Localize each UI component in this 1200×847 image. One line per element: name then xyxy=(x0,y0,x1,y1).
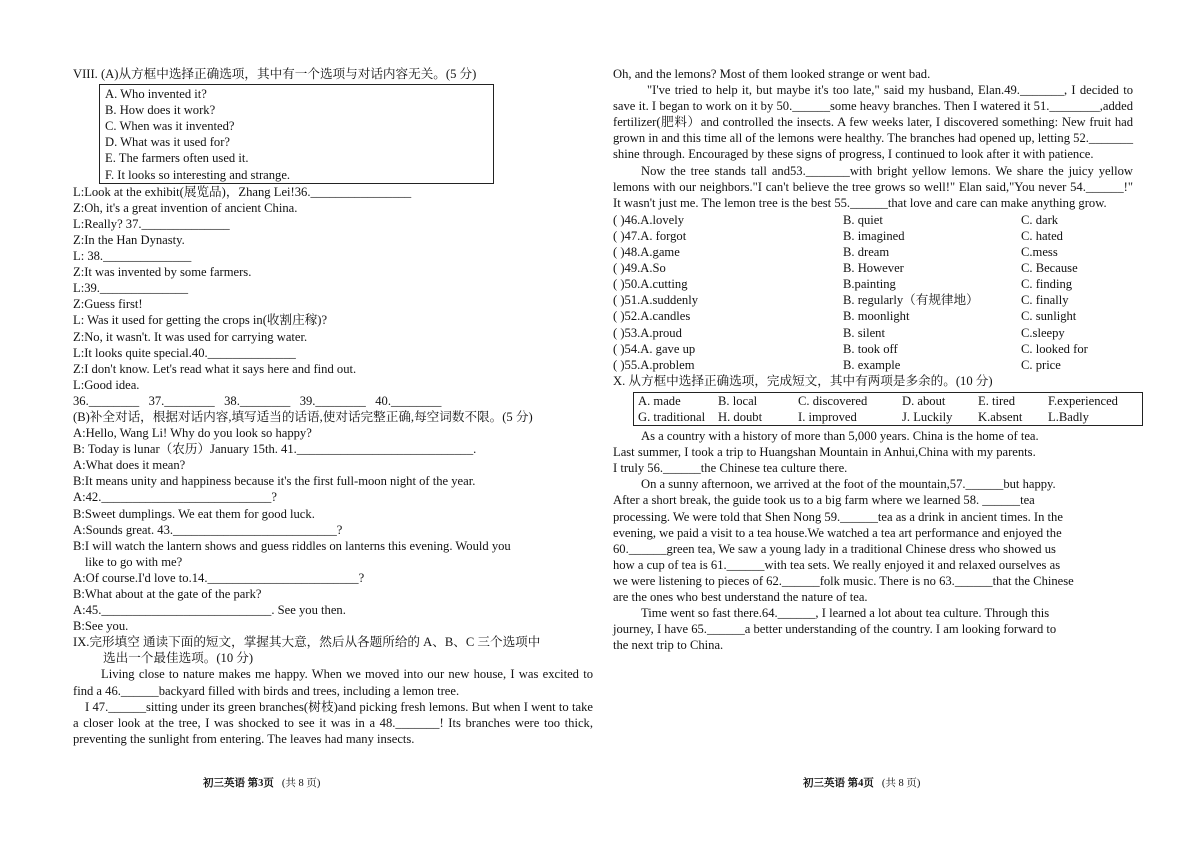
footer-page-label: 初三英语 第4页 xyxy=(803,778,874,789)
text-line: After a short break, the guide took us to a big farm where we learned 58. ______tea xyxy=(613,493,1035,508)
dialog-line: Z:It was invented by some farmers. xyxy=(73,265,252,280)
option-e: E. The farmers often used it. xyxy=(105,151,249,166)
text-line: Last summer, I took a trip to Huangshan Mountain in Anhui,China with my parents. xyxy=(613,445,1036,460)
text-line: 60.______green tea, We saw a young lady in a traditional Chinese dress who showed us xyxy=(613,541,1056,556)
footer-total: (共 8 页) xyxy=(881,778,921,789)
section-8b-title: (B)补全对话，根据对话内容,填写适当的话语,使对话完整正确,每空词数不限。(5 分) xyxy=(73,409,533,424)
text-line: are the ones who best understand the nature of tea. xyxy=(613,590,868,604)
dialog-line: B:Sweet dumplings. We eat them for good luck. xyxy=(73,506,315,521)
answer-blanks: 36.________ 37.________ 38.________ 39.________ 40.________ xyxy=(73,393,442,408)
option-d: D. What was it used for? xyxy=(105,135,230,150)
text-line: we were listening to pieces of 62.______folk music. There is no 63.______that the Chinese xyxy=(613,573,1074,588)
text-line: journey, I have 65.______a better understanding of the country. I am looking forward to xyxy=(613,622,1057,637)
passage-paragraph: "I've tried to help it, but maybe it's too late," said my husband, Elan.49._______, I decided to save it. I began to work on it by 50.______some heavy branches. Then I watered it 51.________,added fertilizer(肥料）and controlled the insects. A few weeks later, I discovered something: New fruit had grown in and this time all of the lemons were healthy. The branches had opened up, letting 52._______ shine through. Encouraged by these signs of progress, I continued to look after it with patience. xyxy=(613,83,1133,162)
dialog-line: A:45.___________________________. See you then. xyxy=(73,603,346,618)
dialog-line: L: Was it used for getting the crops in(收割庄稼)? xyxy=(73,313,328,328)
dialog-line: A:Hello, Wang Li! Why do you look so happy? xyxy=(73,426,312,441)
text-line: On a sunny afternoon, we arrived at the foot of the mountain,57.______but happy. xyxy=(641,477,1056,492)
page-footer-right xyxy=(803,776,920,792)
tea-passage xyxy=(613,428,1133,653)
right-page xyxy=(613,66,1133,653)
options-box xyxy=(99,84,494,184)
dialog-line: L:It looks quite special.40.______________ xyxy=(73,345,296,360)
dialog-line: A:42.___________________________? xyxy=(73,490,277,505)
dialog-line: L:39.______________ xyxy=(73,281,189,296)
passage-paragraph: Living close to nature makes me happy. When we moved into our new house, I was excited to find a 46.______backyard filled with birds and trees, including a lemon tree. xyxy=(73,667,593,698)
section-9-title: IX.完形填空 通读下面的短文，掌握其大意，然后从各题所给的 A、B、C 三个选项中 xyxy=(73,635,541,650)
passage-line: Oh, and the lemons? Most of them looked strange or went bad. xyxy=(613,67,931,81)
dialog-line: A:Sounds great. 43.__________________________? xyxy=(73,522,343,537)
section-10-title: X. 从方框中选择正确选项，完成短文，其中有两项是多余的。(10 分) xyxy=(613,373,993,388)
text-line: I truly 56.______the Chinese tea culture there. xyxy=(613,461,848,476)
word-box xyxy=(633,392,1143,426)
option-b: B. How does it work? xyxy=(105,103,216,118)
dialog-line: Z:In the Han Dynasty. xyxy=(73,232,185,247)
dialog-line: Z:Oh, it's a great invention of ancient China. xyxy=(73,200,298,215)
dialog-line: A:What does it mean? xyxy=(73,458,186,473)
dialog-line: L: 38.______________ xyxy=(73,249,192,264)
option-a: A. Who invented it? xyxy=(105,87,207,102)
choice-row: ( )50.A.cutting B.painting C. finding xyxy=(613,277,1073,292)
dialog-line: A:Of course.I'd love to.14.________________________? xyxy=(73,570,365,585)
choice-row: ( )53.A.proud B. silent C.sleepy xyxy=(613,325,1065,340)
section-8-title: VIII. (A)从方框中选择正确选项，其中有一个选项与对话内容无关。(5 分) xyxy=(73,67,477,81)
dialog-line: B:What about at the gate of the park? xyxy=(73,587,262,601)
text-line: the next trip to China. xyxy=(613,638,724,653)
choice-row: ( )49.A.So B. However C. Because xyxy=(613,261,1078,276)
dialog-line: B:I will watch the lantern shows and guess riddles on lanterns this evening. Would you xyxy=(73,538,511,553)
text-line: Time went so fast there.64.______, I learned a lot about tea culture. Through this xyxy=(641,606,1050,621)
dialog-line: L:Really? 37.______________ xyxy=(73,216,230,231)
dialog-line: Z:I don't know. Let's read what it says here and find out. xyxy=(73,361,357,376)
dialog-line: Z:Guess first! xyxy=(73,297,143,312)
dialog-line: B: Today is lunar（农历）January 15th. 41.____________________________. xyxy=(73,442,477,457)
page-footer-left xyxy=(203,776,320,792)
option-f: F. It looks so interesting and strange. xyxy=(105,167,291,182)
dialog-line: L:Look at the exhibit(展览品)，Zhang Lei!36.________________ xyxy=(73,184,412,199)
dialog-line: like to go with me? xyxy=(85,554,183,569)
dialog-b xyxy=(73,425,593,634)
dialog-a xyxy=(73,184,593,409)
choice-row: ( )51.A.suddenly B. regularly（有规律地） C. finally xyxy=(613,293,1069,308)
text-line: As a country with a history of more than 5,000 years. China is the home of tea. xyxy=(641,429,1039,444)
choice-row: ( )46.A.lovely B. quiet C. dark xyxy=(613,212,1059,227)
text-line: processing. We were told that Shen Nong 59.______tea as a drink in ancient times. In the xyxy=(613,509,1063,524)
choice-row: ( )55.A.problem B. example C. price xyxy=(613,357,1061,372)
left-page xyxy=(73,66,593,747)
choice-row: ( )54.A. gave up B. took off C. looked for xyxy=(613,341,1088,356)
choices-list xyxy=(613,212,1133,373)
dialog-line: L:Good idea. xyxy=(73,377,140,392)
text-line: how a cup of tea is 61.______with tea sets. We really enjoyed it and relaxed ourselves as xyxy=(613,557,1061,572)
section-9-title-cont: 选出一个最佳选项。(10 分) xyxy=(103,651,254,666)
footer-page-label: 初三英语 第3页 xyxy=(203,778,274,789)
word-row: G. traditional H. doubt I. improved J. Luckily K.absent L.Badly xyxy=(638,409,1089,424)
passage-paragraph: I 47.______sitting under its green branches(树枝)and picking fresh lemons. But when I went to take a closer look at the tree, I was shocked to see it was in a 48._______! Its branches were too thick, preventing the sunlight from entering. The leaves had many insects. xyxy=(73,699,593,746)
choice-row: ( )48.A.game B. dream C.mess xyxy=(613,245,1058,260)
passage-paragraph: Now the tree stands tall and53._______with bright yellow lemons. We share the juicy yellow lemons with our neighbors."I can't believe the tree grows so well!" Elan said,"You never 54.______!" It wasn't just me. The lemon tree is the best 55.______that love and care can make anything grow. xyxy=(613,163,1133,210)
footer-total: (共 8 页) xyxy=(281,778,321,789)
dialog-line: B:See you. xyxy=(73,619,129,634)
option-c: C. When was it invented? xyxy=(105,119,235,134)
choice-row: ( )52.A.candles B. moonlight C. sunlight xyxy=(613,309,1077,324)
text-line: evening, we paid a visit to a tea house.We watched a tea art performance and enjoyed the xyxy=(613,525,1062,540)
choice-row: ( )47.A. forgot B. imagined C. hated xyxy=(613,228,1063,243)
dialog-line: B:It means unity and happiness because it's the first full-moon night of the year. xyxy=(73,474,476,489)
dialog-line: Z:No, it wasn't. It was used for carrying water. xyxy=(73,329,308,344)
word-row: A. made B. local C. discovered D. about E. tired F.experienced xyxy=(638,393,1118,408)
